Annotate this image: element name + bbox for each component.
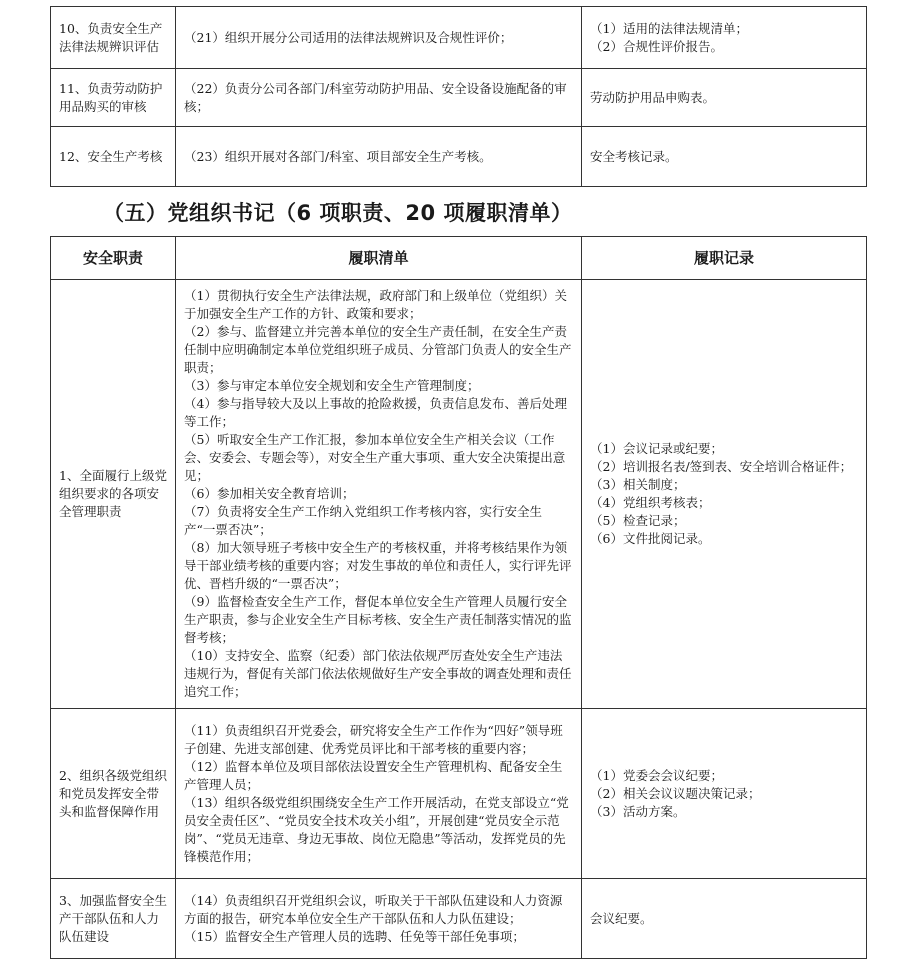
items-cell-line: （23）组织开展对各部门/科室、项目部安全生产考核。 — [184, 148, 492, 164]
records-cell-line: 安全考核记录。 — [590, 148, 678, 164]
items-cell-line: （10）支持安全、监察（纪委）部门依法依规严厉查处安全生产违法违规行为，督促有关部门依法依规做好生产安全事故的调查处理和责任追究工作； — [184, 648, 572, 699]
duty-cell: 12、安全生产考核 — [51, 127, 176, 187]
records-cell-line: （3）相关制度； — [590, 477, 686, 492]
records-cell-line: （2）相关会议议题决策记录； — [590, 785, 761, 801]
upper-duty-table — [50, 6, 867, 187]
section-title: （五）党组织书记（6 项职责、20 项履职清单） — [103, 201, 573, 225]
items-cell-line: （4）参与指导较大及以上事故的抢险救援，负责信息发布、善后处理等工作； — [184, 396, 567, 429]
table-row — [51, 280, 867, 709]
records-cell — [582, 879, 867, 959]
table-header-row — [51, 237, 867, 280]
duty-cell: 1、全面履行上级党组织要求的各项安全管理职责 — [51, 280, 176, 709]
records-cell-line: （1）党委会会议纪要； — [590, 767, 723, 783]
header-duty: 安全职责 — [51, 237, 176, 280]
items-cell-line: （2）参与、监督建立并完善本单位的安全生产责任制，在安全生产责任制中应明确制定本单位党组织班子成员、分管部门负责人的安全生产职责； — [184, 324, 572, 375]
items-cell-line: （5）听取安全生产工作汇报，参加本单位安全生产相关会议（工作会、安委会、专题会等），对安全生产重大事项、重大安全决策提出意见； — [184, 432, 566, 483]
header-records: 履职记录 — [582, 237, 867, 280]
party-secretary-duty-table — [50, 236, 867, 959]
records-cell — [582, 69, 867, 127]
records-cell — [582, 280, 867, 709]
records-cell-line: （1）会议记录或纪要； — [590, 441, 723, 456]
items-cell-line: （15）监督安全生产管理人员的选聘、任免等干部任免事项； — [184, 928, 525, 944]
main-table-body — [51, 280, 867, 959]
items-cell-line: （6）参加相关安全教育培训； — [184, 486, 355, 501]
items-cell — [176, 280, 582, 709]
records-cell-line: 会议纪要。 — [590, 910, 653, 926]
records-cell — [582, 709, 867, 879]
items-cell — [176, 7, 582, 69]
table-row — [51, 7, 867, 69]
header-items: 履职清单 — [176, 237, 582, 280]
items-cell-line: （9）监督检查安全生产工作，督促本单位安全生产管理人员履行安全生产职责，参与企业安全生产目标考核、安全生产责任制落实情况的监督考核； — [184, 594, 572, 645]
duty-cell: 3、加强监督安全生产干部队伍和人力队伍建设 — [51, 879, 176, 959]
records-cell-line: （3）活动方案。 — [590, 803, 686, 819]
table-row — [51, 879, 867, 959]
duty-cell: 10、负责安全生产法律法规辨识评估 — [51, 7, 176, 69]
items-cell-line: （14）负责组织召开党组织会议，听取关于干部队伍建设和人力资源方面的报告，研究本单位安全生产干部队伍和人力队伍建设； — [184, 892, 563, 926]
items-cell-line: （8）加大领导班子考核中安全生产的考核权重，并将考核结果作为领导干部业绩考核的重要内容；对发生事故的单位和责任人，实行评先评优、晋档升级的“一票否决”； — [184, 540, 572, 591]
items-cell — [176, 69, 582, 127]
records-cell-line: （4）党组织考核表； — [590, 495, 711, 510]
records-cell — [582, 127, 867, 187]
records-cell-line: （1）适用的法律法规清单； — [590, 20, 748, 36]
records-cell-line: 劳动防护用品申购表。 — [590, 89, 716, 105]
records-cell-line: （2）合规性评价报告。 — [590, 38, 723, 54]
duty-cell: 2、组织各级党组织和党员发挥安全带头和监督保障作用 — [51, 709, 176, 879]
items-cell — [176, 879, 582, 959]
items-cell — [176, 709, 582, 879]
items-cell-line: （21）组织开展分公司适用的法律法规辨识及合规性评价； — [184, 29, 513, 45]
items-cell-line: （13）组织各级党组织围绕安全生产工作开展活动，在党支部设立“党员安全责任区”、“党员安全技术攻关小组”，开展创建“党员安全示范岗”、“党员无违章、身边无事故、岗位无隐患”等活动，发挥党员的先锋模范作用； — [184, 794, 569, 864]
records-cell-line: （2）培训报名表/签到表、安全培训合格证件； — [590, 459, 853, 474]
items-cell-line: （12）监督本单位及项目部依法设置安全生产管理机构、配备安全生产管理人员； — [184, 758, 563, 792]
items-cell-line: （11）负责组织召开党委会，研究将安全生产工作作为“四好”领导班子创建、先进支部创建、优秀党员评比和干部考核的重要内容； — [184, 722, 563, 756]
upper-table-body — [51, 7, 867, 187]
items-cell-line: （1）贯彻执行安全生产法律法规，政府部门和上级单位（党组织）关于加强安全生产工作的方针、政策和要求； — [184, 288, 567, 321]
items-cell-line: （3）参与审定本单位安全规划和安全生产管理制度； — [184, 378, 480, 393]
table-row — [51, 69, 867, 127]
duty-cell: 11、负责劳动防护用品购买的审核 — [51, 69, 176, 127]
items-cell — [176, 127, 582, 187]
records-cell — [582, 7, 867, 69]
items-cell-line: （22）负责分公司各部门/科室劳动防护用品、安全设备设施配备的审核； — [184, 80, 567, 114]
records-cell-line: （6）文件批阅记录。 — [590, 531, 711, 546]
records-cell-line: （5）检查记录； — [590, 513, 686, 528]
table-row — [51, 709, 867, 879]
items-cell-line: （7）负责将安全生产工作纳入党组织工作考核内容，实行安全生产“一票否决”； — [184, 504, 542, 537]
table-row — [51, 127, 867, 187]
